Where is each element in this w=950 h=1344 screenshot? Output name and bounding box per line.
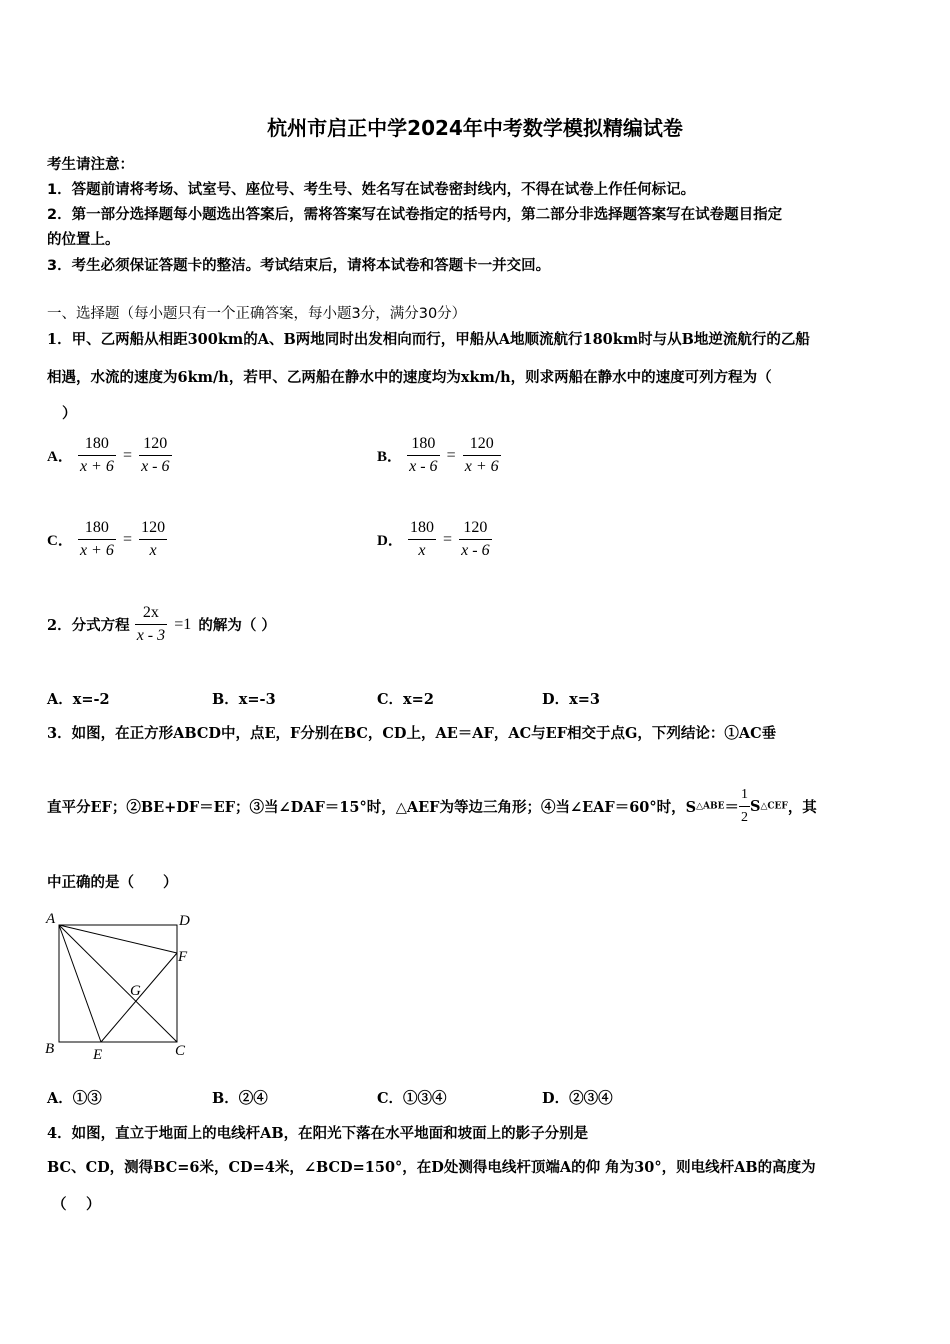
label-g: G [130,983,141,999]
q1-option-d[interactable] [377,517,492,562]
subscript: △ABE [696,801,725,812]
q4-line2: BC、CD，测得BC=6米，CD=4米，∠BCD=150°，在D处测得电线杆顶端A的仰 角为30°，则电线杆AB的高度为 [47,1159,816,1176]
section-heading: 一、选择题（每小题只有一个正确答案，每小题3分，满分30分） [47,306,467,322]
fraction: $\frac{120}{x}$ [141,519,166,559]
label-e: E [93,1047,103,1063]
segment-ae [59,925,101,1042]
q1-option-a[interactable] [47,433,172,478]
diagonal-ac [59,925,177,1042]
fraction: $\frac{180}{x - 6}$ [409,435,438,475]
q3-option-a[interactable]: A．①③ [47,1090,102,1107]
q3-line2-text: 直平分EF；②BE+DF＝EF；③当∠DAF＝15°时，△AEF为等边三角形；④当∠EAF＝60°时，S [47,799,697,816]
label-b: B [45,1041,55,1057]
notice-item-2: 2．第一部分选择题每小题选出答案后，需将答案写在试卷指定的括号内，第二部分非选择题答案写在试卷题目指定 [47,207,783,223]
notice-item-3: 3．考生必须保证答题卡的整洁。考试结束后，请将本试卷和答题卡一并交回。 [47,258,551,274]
notice-item-2-cont: 的位置上。 [47,232,120,248]
q2-option-c[interactable]: C．x=2 [377,691,434,708]
q3-line1: 3．如图，在正方形ABCD中，点E，F分别在BC，CD上，AE＝AF，AC与EF相交于点G，下列结论：①AC垂 [47,725,777,742]
q1-line1: 1．甲、乙两船从相距300km的A、B两地同时出发相向而行，甲船从A地顺流航行180km时与从B地逆流航行的乙船 [47,331,810,348]
label-a: A [46,911,56,927]
half-fraction: $\frac{1}{2}$ [739,784,750,829]
q2-option-d[interactable]: D．x=3 [542,691,600,708]
q1-line2: 相遇，水流的速度为6km/h，若甲、乙两船在静水中的速度均为xkm/h，则求两船在静水中的速度可列方程为（ [47,369,772,386]
equals-sign: = [446,446,456,464]
q4-line1: 4．如图，直立于地面上的电线杆AB，在阳光下落在水平地面和坡面上的影子分别是 [47,1125,589,1142]
equation-rhs: =1 [174,615,192,633]
fraction: $\frac{180}{x + 6}$ [79,435,114,475]
q3-line2 [47,784,817,829]
option-label: C． [47,533,73,549]
equals-sign: = [122,530,132,548]
fraction: $\frac{120}{x + 6}$ [464,435,499,475]
option-label: A． [47,449,73,465]
option-label: B． [377,449,403,465]
fraction: $\frac{120}{x - 6}$ [461,519,490,559]
equals-sign: ＝ [724,799,739,816]
q3-line3: 中正确的是（ ） [47,874,178,891]
area-symbol: S [749,798,761,815]
square-geometry-figure [40,905,200,1065]
q3-option-b[interactable]: B．②④ [212,1090,268,1107]
label-c: C [175,1043,186,1059]
fraction: $\frac{120}{x - 6}$ [141,435,170,475]
q2-option-b[interactable]: B．x=-3 [212,691,276,708]
q1-option-b[interactable] [377,433,501,478]
q3-option-d[interactable]: D．②③④ [542,1090,613,1107]
fraction: $\frac{2x}{x - 3}$ [136,604,166,644]
q2-stem [47,602,276,647]
label-f: F [178,949,188,965]
fraction: $\frac{180}{x + 6}$ [79,519,114,559]
equals-sign: = [122,446,132,464]
page-title: 杭州市启正中学2024年中考数学模拟精编试卷 [267,116,683,140]
label-d: D [179,913,190,929]
q4-line3: （ ） [52,1196,101,1213]
notice-item-1: 1．答题前请将考场、试室号、座位号、考生号、姓名写在试卷密封线内，不得在试卷上作任何标记。 [47,182,696,198]
q2-suffix: 的解为（ ） [198,617,276,634]
q3-option-c[interactable]: C．①③④ [377,1090,447,1107]
option-label: D． [377,533,403,549]
equals-sign: = [443,530,453,548]
segment-af [59,925,177,953]
q2-option-a[interactable]: A．x=-2 [47,691,110,708]
q1-option-c[interactable] [47,517,167,562]
subscript: △CEF [760,801,788,812]
q3-line2-end: ，其 [787,799,817,816]
notice-heading: 考生请注意： [47,157,134,173]
q2-prefix: 2．分式方程 [47,617,130,634]
q1-line3: ） [62,405,77,422]
fraction: $\frac{180}{x}$ [409,519,434,559]
